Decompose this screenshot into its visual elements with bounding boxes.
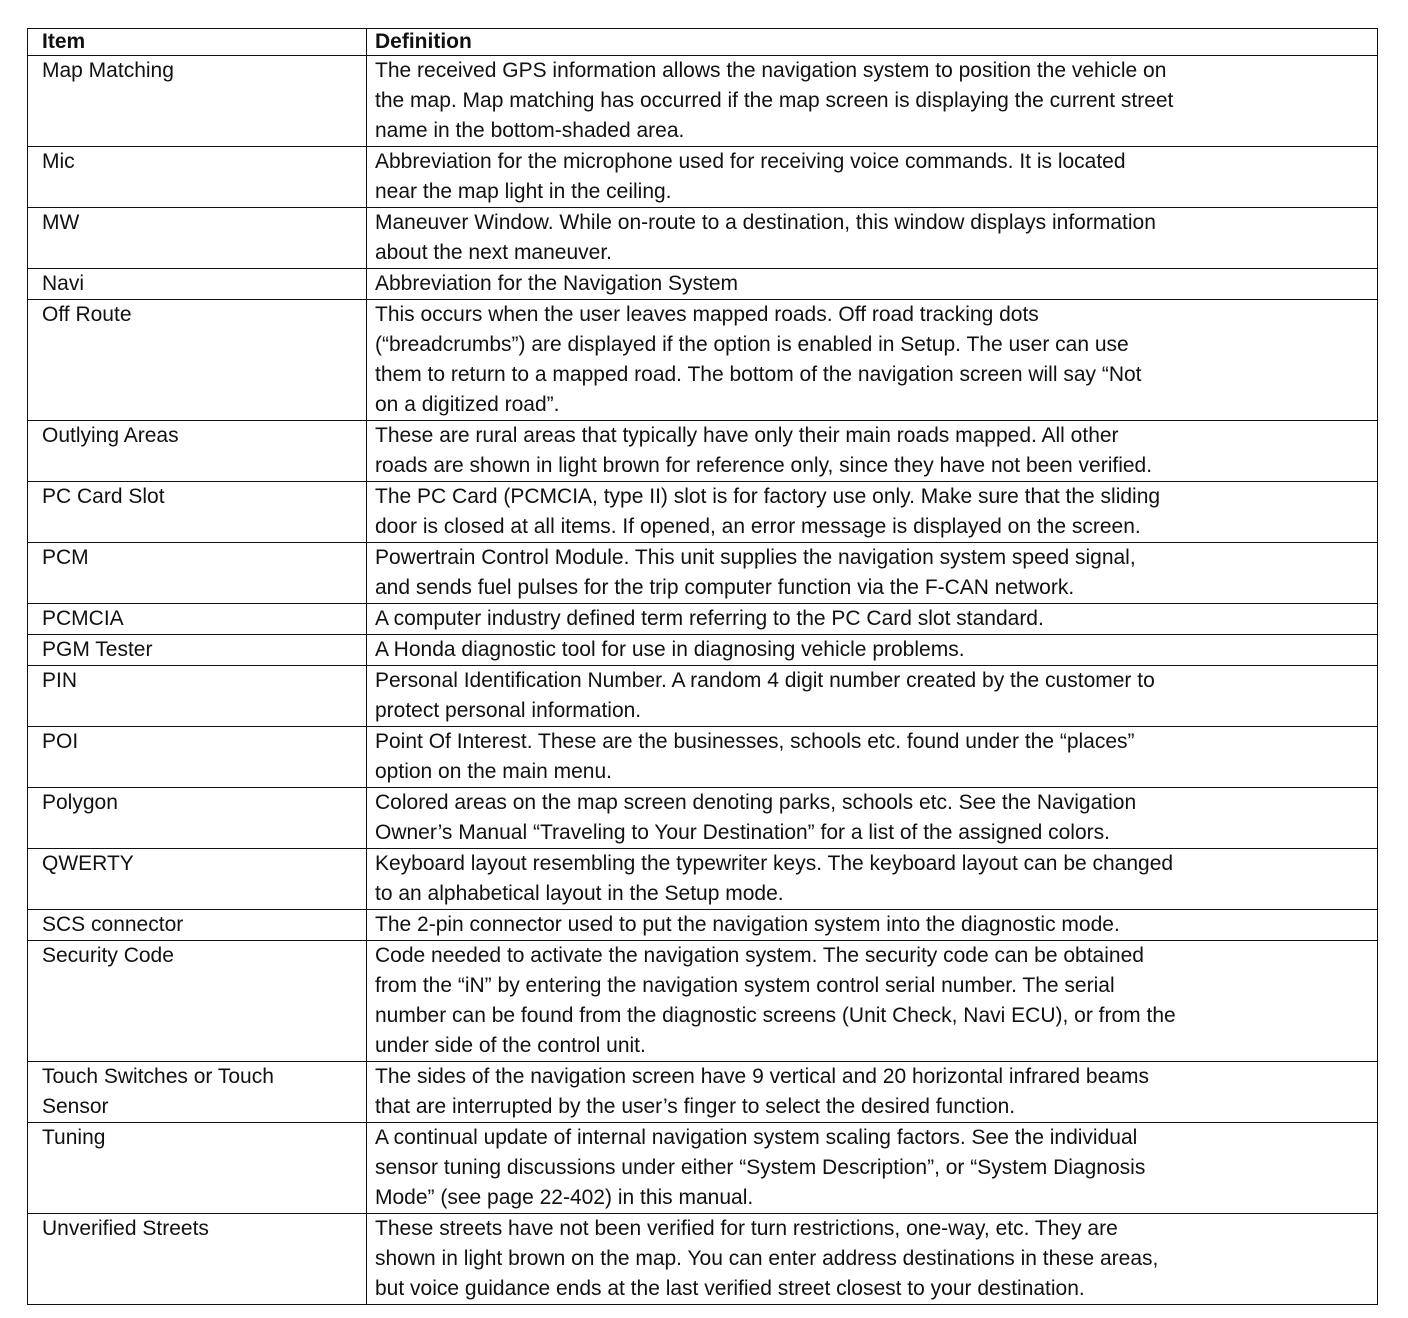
table-body <box>28 56 1378 1305</box>
definition-text: option on the main menu. <box>375 760 612 783</box>
definition-text: The 2-pin connector used to put the navigation system into the diagnostic mode. <box>375 913 1120 936</box>
item-cell <box>28 1214 367 1305</box>
definition-text: Colored areas on the map screen denoting parks, schools etc. See the Navigation <box>375 791 1137 814</box>
item-text: QWERTY <box>42 852 134 875</box>
item-cell <box>28 849 367 910</box>
table-row <box>28 269 1378 300</box>
table-row <box>28 788 1378 849</box>
item-cell <box>28 635 367 666</box>
item-cell <box>28 56 367 147</box>
item-text: PGM Tester <box>42 638 153 661</box>
definition-text: near the map light in the ceiling. <box>375 180 672 203</box>
item-text: Sensor <box>42 1095 109 1118</box>
item-cell <box>28 604 367 635</box>
item-cell <box>28 1062 367 1123</box>
item-cell <box>28 421 367 482</box>
table-row <box>28 666 1378 727</box>
definition-text: Code needed to activate the navigation system. The security code can be obtained <box>375 944 1144 967</box>
item-text: Touch Switches or Touch <box>42 1065 274 1088</box>
item-cell <box>28 208 367 269</box>
item-cell <box>28 269 367 300</box>
definition-text: The sides of the navigation screen have 9 vertical and 20 horizontal infrared beams <box>375 1065 1149 1088</box>
item-text: PCM <box>42 546 89 569</box>
definition-text: door is closed at all items. If opened, an error message is displayed on the screen. <box>375 515 1141 538</box>
table-row <box>28 849 1378 910</box>
definition-text: name in the bottom-shaded area. <box>375 119 685 142</box>
table-row <box>28 1062 1378 1123</box>
table-row <box>28 421 1378 482</box>
definition-text: (“breadcrumbs”) are displayed if the option is enabled in Setup. The user can use <box>375 333 1129 356</box>
header-row <box>28 29 1378 56</box>
definition-cell <box>367 910 1378 941</box>
definition-text: Abbreviation for the Navigation System <box>375 272 739 295</box>
header-item: Item <box>28 29 367 56</box>
item-text: Map Matching <box>42 59 174 82</box>
table-row <box>28 208 1378 269</box>
definition-text: number can be found from the diagnostic screens (Unit Check, Navi ECU), or from the <box>375 1004 1176 1027</box>
item-cell <box>28 482 367 543</box>
definition-cell <box>367 300 1378 421</box>
definition-cell <box>367 208 1378 269</box>
definition-text: from the “iN” by entering the navigation system control serial number. The serial <box>375 974 1115 997</box>
item-text: Mic <box>42 150 75 173</box>
item-cell <box>28 941 367 1062</box>
definition-cell <box>367 604 1378 635</box>
definition-cell <box>367 421 1378 482</box>
table-row <box>28 604 1378 635</box>
definition-cell <box>367 1123 1378 1214</box>
item-text: MW <box>42 211 80 234</box>
definition-text: under side of the control unit. <box>375 1034 646 1057</box>
definition-text: protect personal information. <box>375 699 642 722</box>
definition-text: the map. Map matching has occurred if the map screen is displaying the current street <box>375 89 1174 112</box>
definition-text: This occurs when the user leaves mapped roads. Off road tracking dots <box>375 303 1039 326</box>
definition-text: and sends fuel pulses for the trip computer function via the F-CAN network. <box>375 576 1075 599</box>
item-text: Tuning <box>42 1126 106 1149</box>
table-row <box>28 1123 1378 1214</box>
definition-text: shown in light brown on the map. You can enter address destinations in these areas, <box>375 1247 1159 1270</box>
item-text: Polygon <box>42 791 118 814</box>
item-text: PIN <box>42 669 78 692</box>
item-cell <box>28 666 367 727</box>
definition-cell <box>367 56 1378 147</box>
definition-text: The PC Card (PCMCIA, type II) slot is for factory use only. Make sure that the sliding <box>375 485 1161 508</box>
item-cell <box>28 727 367 788</box>
definition-text: Owner’s Manual “Traveling to Your Destination” for a list of the assigned colors. <box>375 821 1110 844</box>
table-row <box>28 300 1378 421</box>
definition-text: Personal Identification Number. A random 4 digit number created by the customer to <box>375 669 1155 692</box>
definition-text: that are interrupted by the user’s finger to select the desired function. <box>375 1095 1016 1118</box>
table-row <box>28 910 1378 941</box>
item-cell <box>28 788 367 849</box>
table-row <box>28 147 1378 208</box>
item-text: POI <box>42 730 79 753</box>
table-row <box>28 543 1378 604</box>
definition-cell <box>367 147 1378 208</box>
table-row <box>28 482 1378 543</box>
item-text: Outlying Areas <box>42 424 179 447</box>
item-cell <box>28 1123 367 1214</box>
definition-cell <box>367 849 1378 910</box>
definition-text: A computer industry defined term referring to the PC Card slot standard. <box>375 607 1044 630</box>
definition-cell <box>367 1062 1378 1123</box>
definition-cell <box>367 543 1378 604</box>
definition-text: sensor tuning discussions under either “System Description”, or “System Diagnosis <box>375 1156 1146 1179</box>
table-row <box>28 727 1378 788</box>
definition-text: Abbreviation for the microphone used for receiving voice commands. It is located <box>375 150 1126 173</box>
definition-text: about the next maneuver. <box>375 241 612 264</box>
definition-text: A continual update of internal navigation system scaling factors. See the individual <box>375 1126 1138 1149</box>
definition-text: on a digitized road”. <box>375 393 560 416</box>
definition-cell <box>367 941 1378 1062</box>
header-definition: Definition <box>367 29 1378 56</box>
definition-cell <box>367 482 1378 543</box>
definition-text: These streets have not been verified for turn restrictions, one-way, etc. They are <box>375 1217 1118 1240</box>
item-cell <box>28 543 367 604</box>
definition-text: These are rural areas that typically have only their main roads mapped. All other <box>375 424 1119 447</box>
definition-text: roads are shown in light brown for reference only, since they have not been verified. <box>375 454 1153 477</box>
definition-text: Keyboard layout resembling the typewriter keys. The keyboard layout can be changed <box>375 852 1174 875</box>
table-row <box>28 941 1378 1062</box>
item-cell <box>28 910 367 941</box>
definition-text: A Honda diagnostic tool for use in diagnosing vehicle problems. <box>375 638 965 661</box>
definition-cell <box>367 788 1378 849</box>
definition-cell <box>367 635 1378 666</box>
item-text: Security Code <box>42 944 174 967</box>
item-cell <box>28 147 367 208</box>
definition-text: Point Of Interest. These are the businesses, schools etc. found under the “places” <box>375 730 1135 753</box>
glossary-table <box>27 28 1378 1305</box>
definition-text: Powertrain Control Module. This unit supplies the navigation system speed signal, <box>375 546 1136 569</box>
item-text: PC Card Slot <box>42 485 165 508</box>
definition-cell <box>367 1214 1378 1305</box>
definition-cell <box>367 269 1378 300</box>
item-text: PCMCIA <box>42 607 124 630</box>
definition-cell <box>367 727 1378 788</box>
definition-text: to an alphabetical layout in the Setup mode. <box>375 882 784 905</box>
table-row <box>28 1214 1378 1305</box>
definition-cell <box>367 666 1378 727</box>
item-text: Unverified Streets <box>42 1217 209 1240</box>
table-row <box>28 56 1378 147</box>
item-text: Navi <box>42 272 85 295</box>
definition-text: Mode” (see page 22-402) in this manual. <box>375 1186 754 1209</box>
item-cell <box>28 300 367 421</box>
definition-text: The received GPS information allows the navigation system to position the vehicle on <box>375 59 1167 82</box>
item-text: Off Route <box>42 303 132 326</box>
definition-text: but voice guidance ends at the last verified street closest to your destination. <box>375 1277 1085 1300</box>
definition-text: Maneuver Window. While on-route to a destination, this window displays information <box>375 211 1156 234</box>
item-text: SCS connector <box>42 913 184 936</box>
table-row <box>28 635 1378 666</box>
definition-text: them to return to a mapped road. The bottom of the navigation screen will say “Not <box>375 363 1142 386</box>
